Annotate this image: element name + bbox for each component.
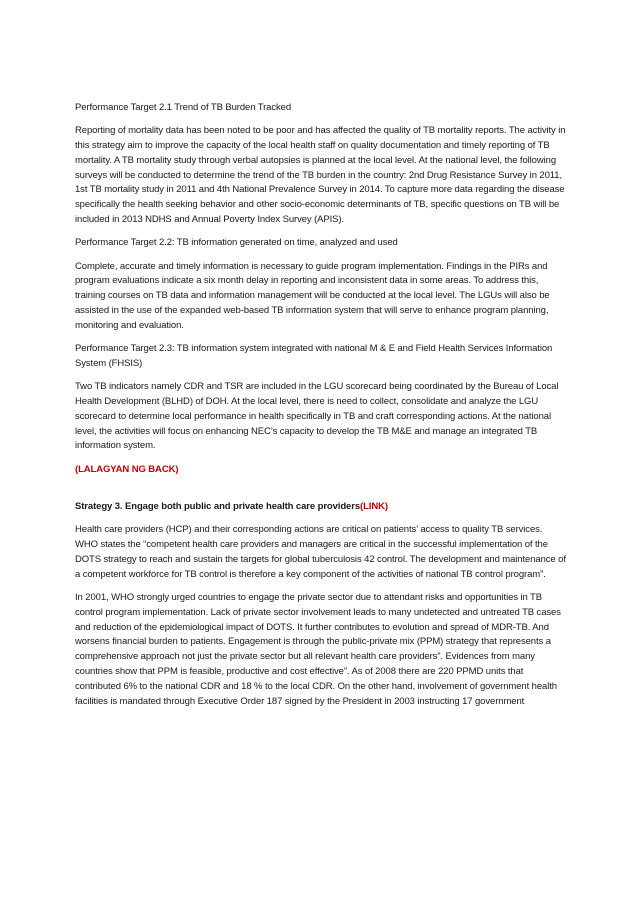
- strategy-3-paragraph-1: Health care providers (HCP) and their corresponding actions are critical on patients’ access to quality TB services. WHO states the “competent health care providers and managers are critical in the successful implementation of the DOTS strategy to reach and sustain the targets for global tuberculosis 42 control. The development and maintenance of a competent workforce for TB control is therefore a key component of the activities of national TB control program”.: [75, 524, 566, 580]
- back-note: (LALAGYAN NG BACK): [75, 463, 179, 475]
- strategy-3-heading-line: [75, 500, 567, 515]
- section-spacer: [75, 486, 567, 500]
- target-2-3-heading: Performance Target 2.3: TB information system integrated with national M & E and Field Health Services Information System (FHSIS): [75, 343, 553, 369]
- strategy-3-link[interactable]: (LINK): [360, 501, 388, 513]
- document-body: [75, 101, 567, 718]
- target-2-3-paragraph: Two TB indicators namely CDR and TSR are included in the LGU scorecard being coordinated by the Bureau of Local Health Development (BLHD) of DOH. At the local level, there is need to collect, consolidate and analyze the LGU scorecard to determine local performance in health specifically in TB and craft corresponding actions. At the national level, the activities will focus on enhancing NEC’s capacity to develop the TB M&E and manage an integrated TB information system.: [75, 381, 559, 452]
- target-2-1-heading: Performance Target 2.1 Trend of TB Burden Tracked: [75, 102, 292, 113]
- strategy-3-paragraph-2: In 2001, WHO strongly urged countries to engage the private sector due to attendant risks and opportunities in TB control program implementation. Lack of private sector involvement leads to many undetected and untreated TB cases and reduction of the epidemiological impact of DOTS. It further contributes to evolution and spread of MDR-TB. And worsens financial burden to patients. Engagement is through the public-private mix (PPM) strategy that represents a comprehensive approach not just the private sector but all relevant health care providers”. Evidences from many countries show that PPM is feasible, productive and cost effective”. As of 2008 there are 220 PPMD units that contributed 6% to the national CDR and 18 % to the local CDR. On the other hand, involvement of government health facilities is mandated through Executive Order 187 signed by the President in 2003 instructing 17 government: [75, 592, 561, 707]
- target-2-2-heading: Performance Target 2.2: TB information generated on time, analyzed and used: [75, 237, 398, 249]
- target-2-1-paragraph: Reporting of mortality data has been noted to be poor and has affected the quality of TB mortality reports. The activity in this strategy aim to improve the capacity of the local health staff on quality documentation and timely reporting of TB mortality. A TB mortality study through verbal autopsies is planned at the local level. At the national level, the following surveys will be conducted to determine the trend of the TB burden in the country: 2nd Drug Resistance Survey in 2011, 1st TB mortality study in 2011 and 4th National Prevalence Survey in 2014. To capture more data regarding the disease specifically the health seeking behavior and other socio-economic determinants of TB, specific questions on TB will be included in 2013 NDHS and Annual Poverty Index Survey (APIS).: [75, 125, 566, 226]
- strategy-3-heading: Strategy 3. Engage both public and private health care providers: [75, 501, 361, 513]
- target-2-2-paragraph: Complete, accurate and timely information is necessary to guide program implementation. Findings in the PIRs and program evaluations indicate a six month delay in reporting and inconsistent data in some areas. To address this, training courses on TB data and information management will be conducted at the local level. The LGUs will also be assisted in the use of the expanded web-based TB information system that will serve to enhance program planning, monitoring and evaluation.: [75, 260, 550, 331]
